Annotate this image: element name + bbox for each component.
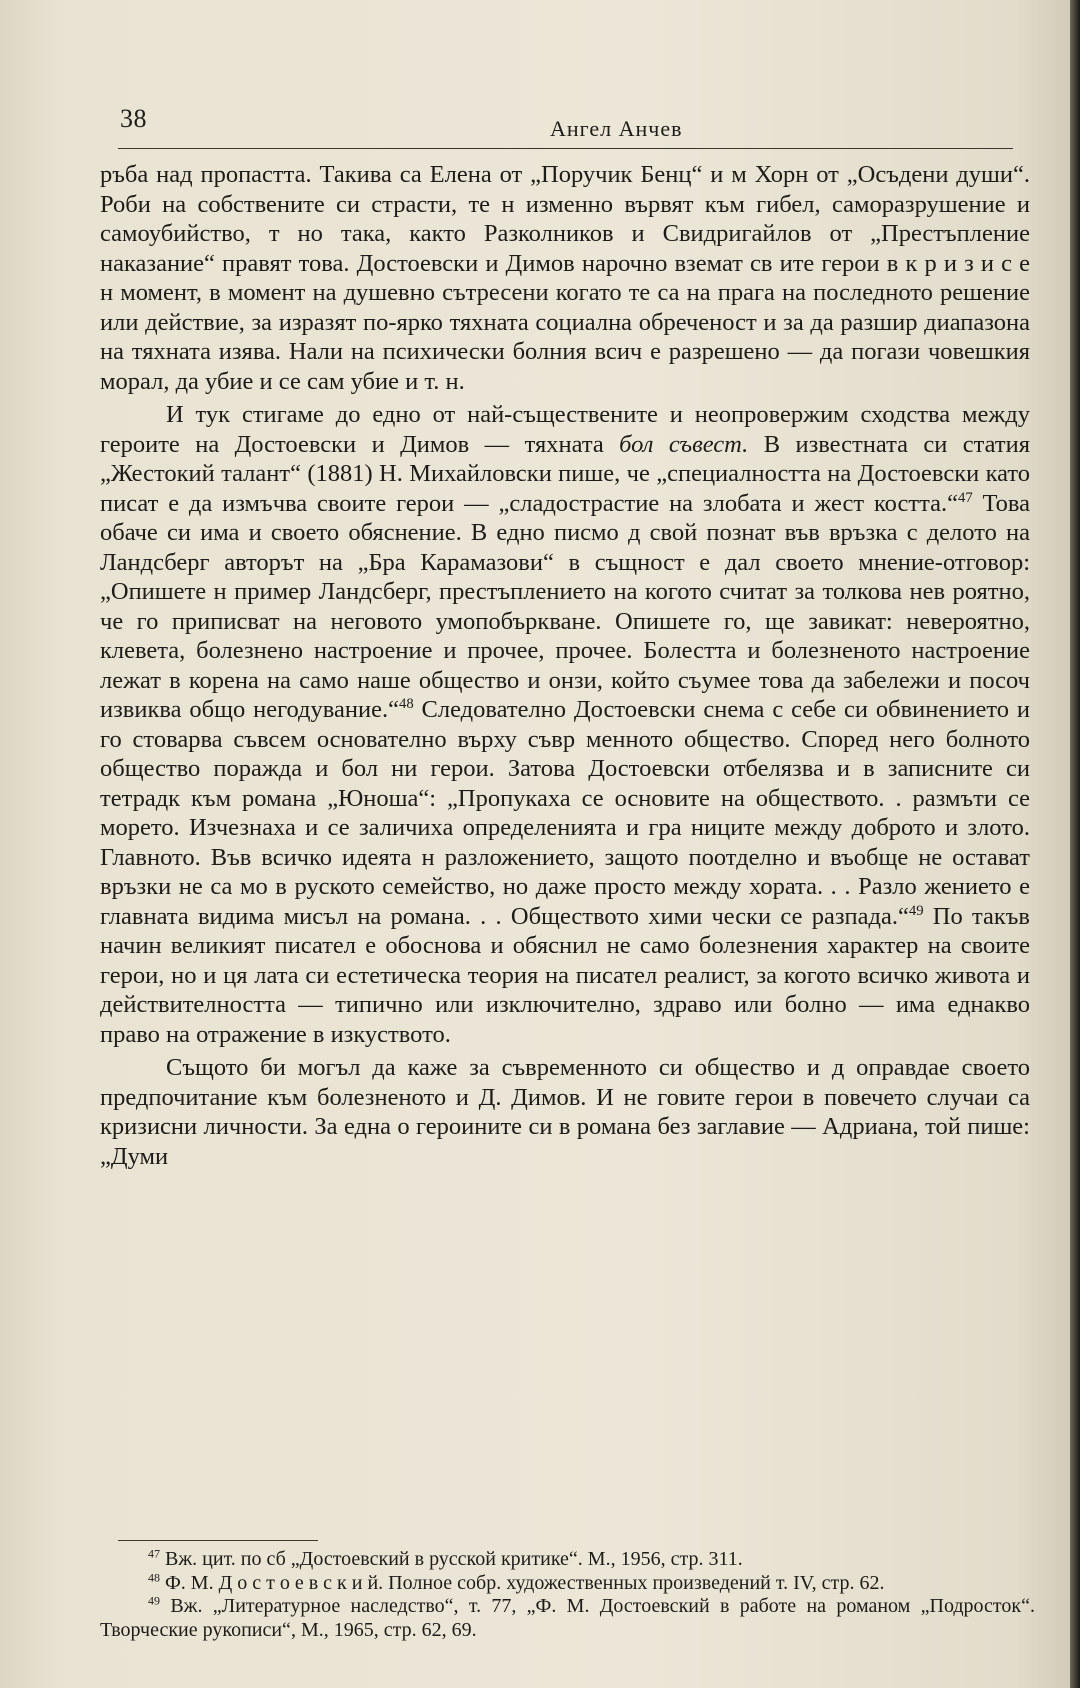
footnote-number-48: 48 bbox=[148, 1569, 160, 1584]
footnote-ref-47: 47 bbox=[957, 489, 973, 506]
paragraph-2-part-d: Следователно Достоевски снема с себе си обвинението и го стоварва съвсем основателно върху съвр менното общество. Според него болното общество поражда и бол ни герои. Затова Достоевски отбелязва и в записните си тетрадк към романа „Юноша“: „Пропукаха се основите на обществото. . размъти се морето. Изчезнаха и се заличиха определенията и гра ниците между доброто и злото. Главното. Във всичко идеята н разложението, защото поотделно и въобще не остават връзки не са мо в руското семейство, но даже просто между хората. . . Разло жението е главната видима мисъл на романа. . . Обществото хими чески се разпада.“ bbox=[100, 696, 1030, 930]
footnote-number-47: 47 bbox=[148, 1546, 160, 1561]
body-text bbox=[100, 160, 1030, 1171]
footnote-47 bbox=[100, 1548, 1035, 1572]
footnote-ref-49: 49 bbox=[908, 902, 924, 919]
footnote-text-47: Вж. цит. по сб „Достоевский в русской критике“. М., 1956, стр. 311. bbox=[165, 1548, 743, 1570]
paragraph-2-part-b: В известната си статия „Жестокий талант“ (1881) Н. Михайловски пише, че „специалността на Достоевски като писат е да измъчва своите герои — „сладострастие на злобата и жест костта.“ bbox=[100, 430, 1030, 517]
footnote-text-49: Вж. „Литературное наследство“, т. 77, „Ф. М. Достоевский в работе на романом „Подросток“. Творческие рукописи“, М., 1965, стр. 62, 69. bbox=[100, 1595, 1035, 1641]
paragraph-2-part-c: Това обаче си има и своето обяснение. В едно писмо д свой познат във връзка с делото на Ландсберг авторът на „Бра Карамазови“ в същност е дал своето мнение-отговор: „Опишете н пример Ландсберг, престъплението на когото считат за толкова нев роятно, че го приписват на неговото умопобъркване. Опишете го, ще завикат: невероятно, клевета, болезнено настроение и прочее, прочее. Болестта и болезненото настроение лежат в корена на само наше общество и онзи, който съумее това да забележи и посоч извиква общо негодувание.“ bbox=[100, 489, 1030, 723]
paragraph-3: Същото би могъл да каже за съвременното си общество и д оправдае своето предпочитание към болезненото и Д. Димов. И не говите герои в повечето случаи са кризисни личности. За една о героините си в романа без заглавие — Адриана, той пише: „Думи bbox=[100, 1054, 1030, 1170]
footnote-49 bbox=[100, 1595, 1035, 1642]
paragraph-2-part-e: По такъв начин великият писател е обоснова и обяснил не само болезнения характер на своите герои, но и ця лата си естетическа теория на писател реалист, за когото всичко живота и действителността — типично или изключително, здраво или болно — има еднакво право на отражение в изкуството. bbox=[100, 902, 1031, 1048]
footnote-text-48: Ф. М. Д о с т о е в с к и й. Полное собр. художественных произведений т. IV, стр. 62. bbox=[165, 1571, 885, 1594]
paragraph-2 bbox=[100, 400, 1030, 1049]
page-spine-shadow bbox=[1070, 0, 1080, 1688]
footnote-48 bbox=[100, 1569, 1035, 1596]
page-number: 38 bbox=[120, 104, 147, 133]
paragraph-2-part-a: И тук стигаме до едно от най-съществените и неопровержим сходства между героите на Достоевски и Димов — тяхната bbox=[100, 401, 1030, 458]
paragraph-2-emphasis: бол съвест. bbox=[619, 430, 749, 458]
header-rule bbox=[118, 148, 1013, 149]
paragraph-1: ръба над пропастта. Такива са Елена от „Поручик Бенц“ и м Хорн от „Осъдени души“. Роби на собствените си страсти, те н изменно вървят към гибел, саморазрушение и самоубийство, т но така, както Разколников и Свидригайлов от „Престъпление наказание“ правят това. Достоевски и Димов нарочно вземат св ите герои в к р и з и с е н момент, в момент на душевно сътресени когато те са на прага на последното решение или действие, за изразят по-ярко тяхната социална обреченост и за да разшир диапазона на тяхната изява. Нали на психически болния всич е разрешено — да погази човешкия морал, да убие и се сам убие и т. н. bbox=[100, 161, 1030, 395]
running-head-author: Ангел Анчев bbox=[550, 116, 683, 141]
footnote-rule bbox=[118, 1540, 318, 1541]
footnotes bbox=[100, 1548, 1035, 1642]
footnote-ref-48: 48 bbox=[398, 695, 414, 712]
footnote-number-49: 49 bbox=[148, 1593, 160, 1608]
